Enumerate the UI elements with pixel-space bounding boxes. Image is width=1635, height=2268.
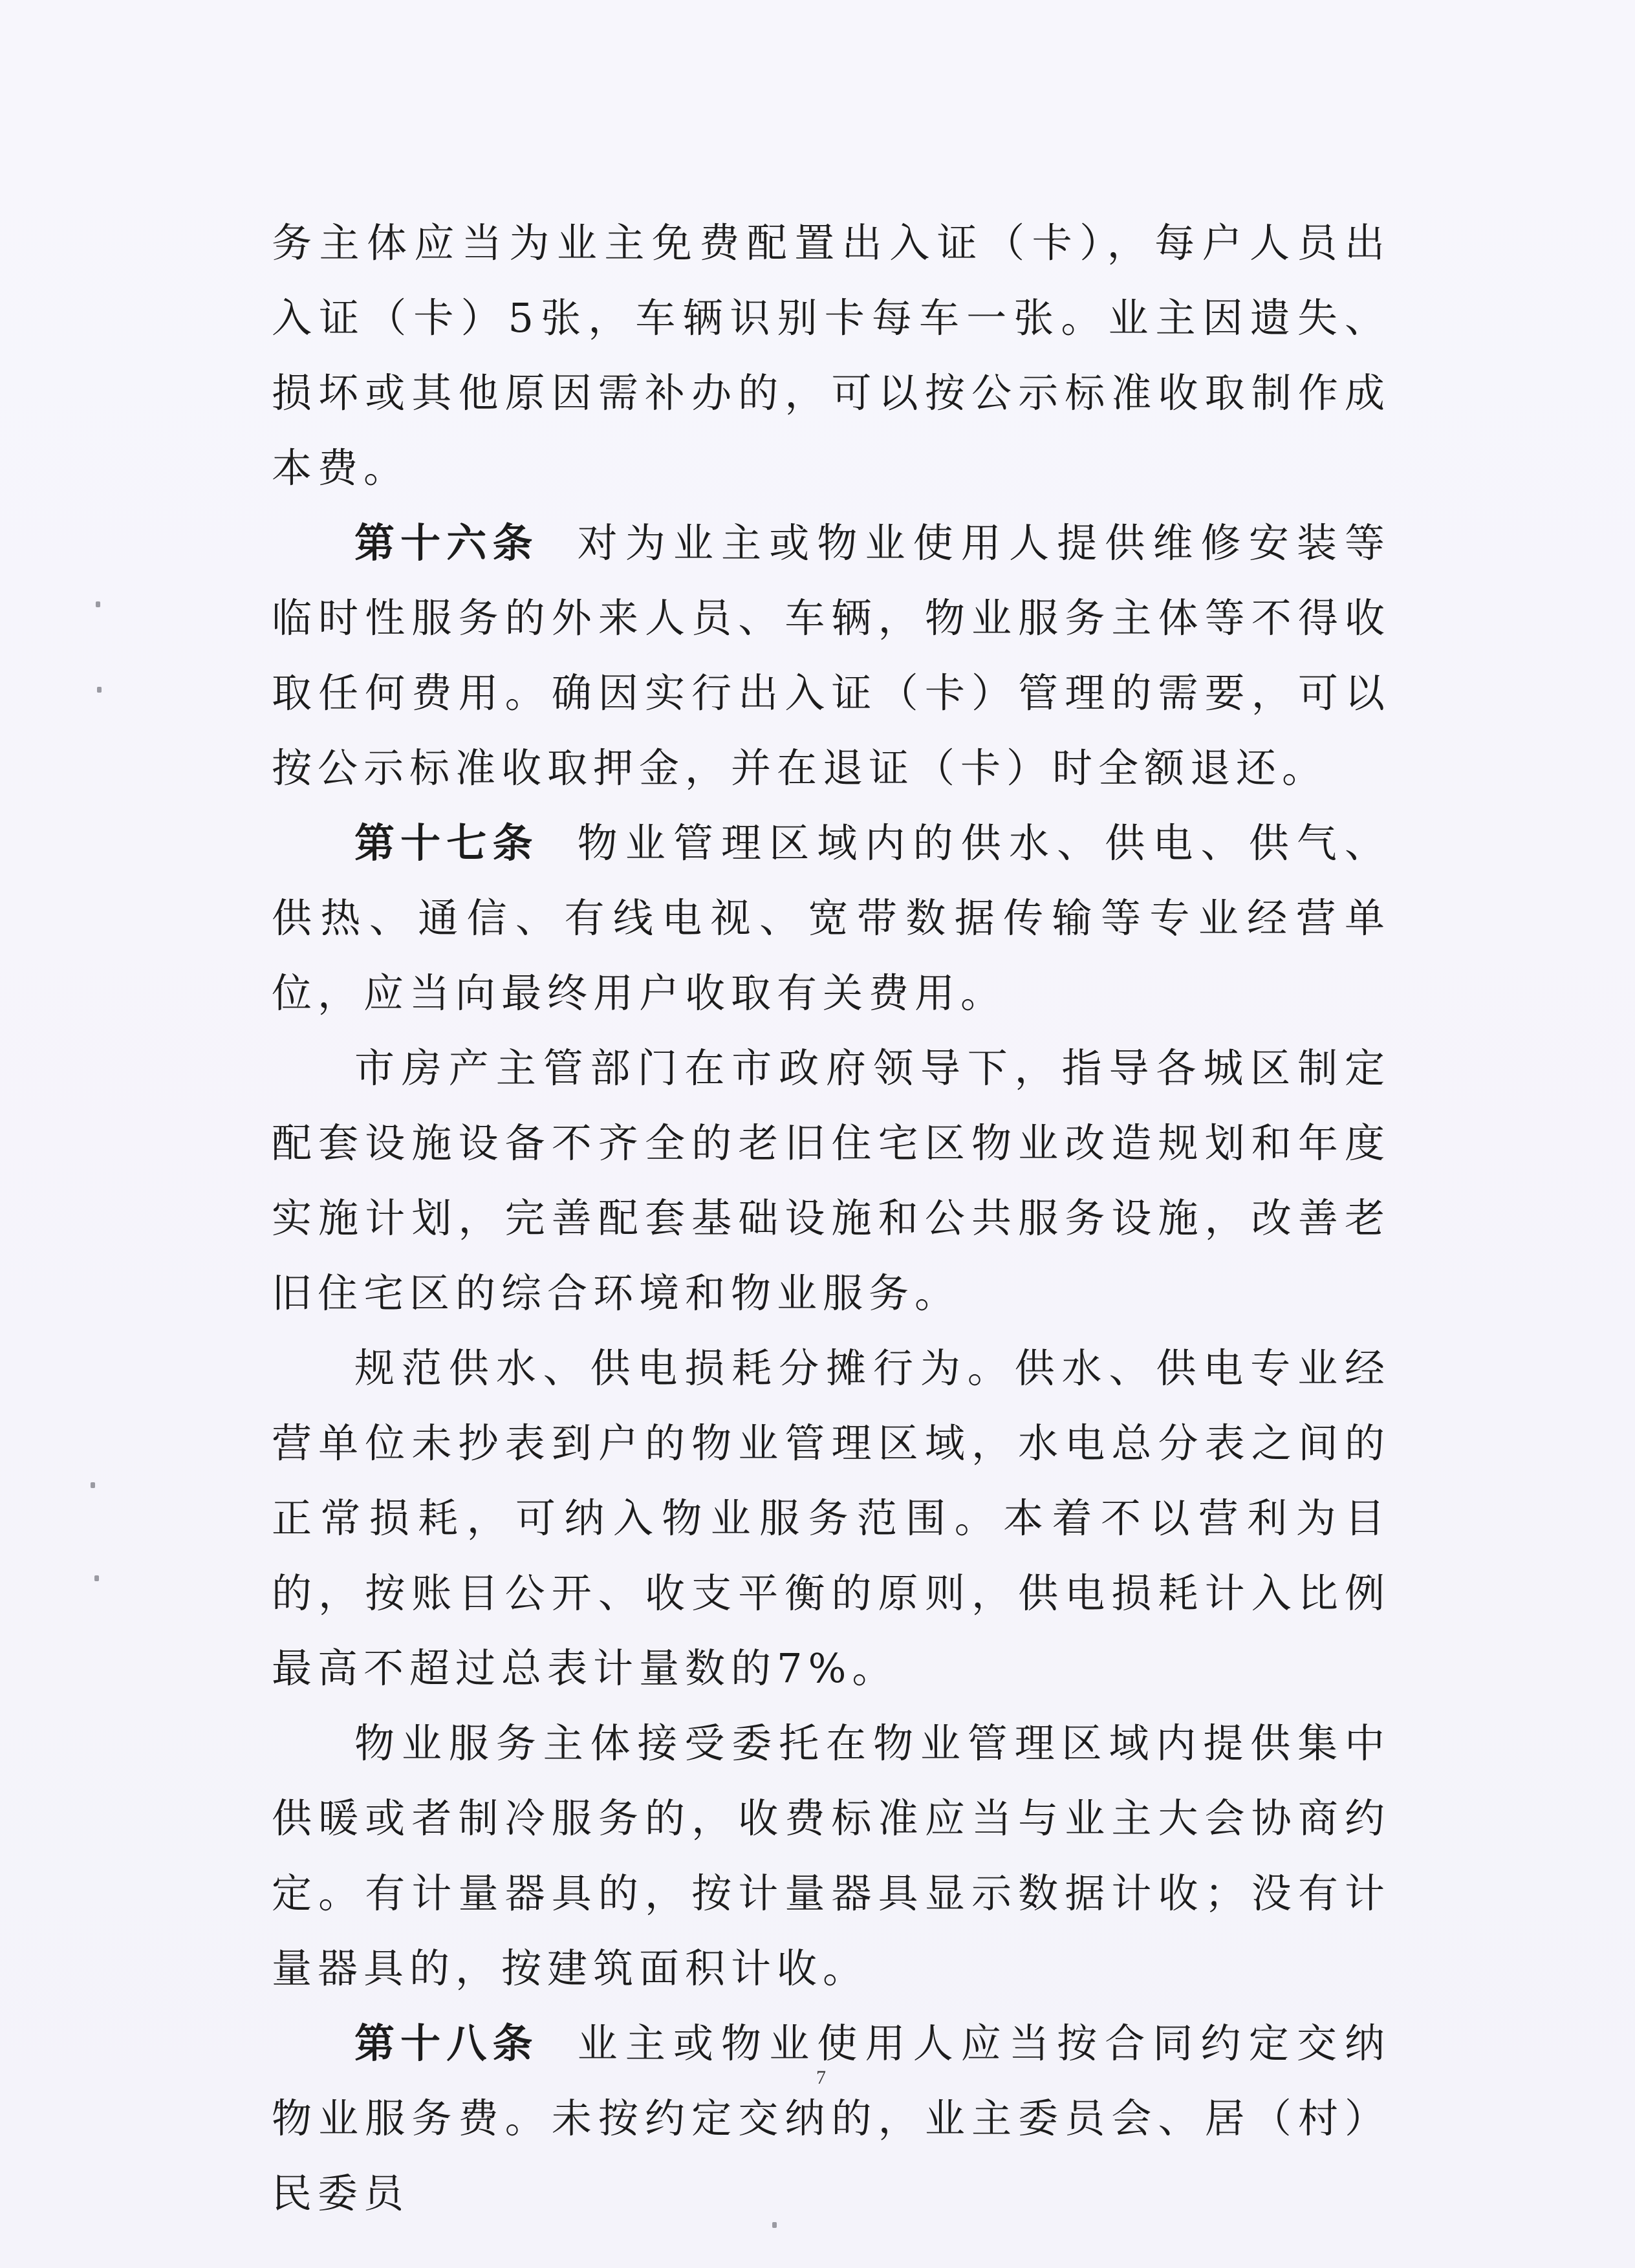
paragraph-text: 业主或物业使用人应当按合同约定交纳物业服务费。未按约定交纳的，业主委员会、居（村）民委员: [272, 2020, 1391, 2217]
paragraph-text: 务主体应当为业主免费配置出入证（卡），每户人员出入证（卡）5张，车辆识别卡每车一张。业主因遗失、损坏或其他原因需补办的，可以按公示标准收取制作成本费。: [272, 219, 1391, 491]
paragraph-text: 对为业主或物业使用人提供维修安装等临时性服务的外来人员、车辆，物业服务主体等不得收取任何费用。确因实行出入证（卡）管理的需要，可以按公示标准收取押金，并在退证（卡）时全额退还。: [272, 519, 1391, 792]
paragraph-heating-cooling: [272, 1706, 1391, 2006]
paragraph-text: 物业服务主体接受委托在物业管理区域内提供集中供暖或者制冷服务的，收费标准应当与业主大会协商约定。有计量器具的，按计量器具显示数据计收；没有计量器具的，按建筑面积计收。: [272, 1720, 1391, 1992]
paragraph-article-16: [272, 506, 1391, 806]
paragraph-article-17: [272, 806, 1391, 1031]
page-number: 7: [816, 2067, 826, 2088]
paragraph-text: 市房产主管部门在市政府领导下，指导各城区制定配套设施设备不齐全的老旧住宅区物业改造规划和年度实施计划，完善配套基础设施和公共服务设施，改善老旧住宅区的综合环境和物业服务。: [272, 1044, 1391, 1317]
paragraph-article-18: [272, 2006, 1391, 2231]
article-number: 第十八条: [354, 2020, 539, 2067]
scan-speck: [97, 687, 102, 693]
scan-speck: [96, 601, 100, 607]
article-number: 第十七条: [354, 819, 539, 867]
paragraph-utility-loss-sharing: [272, 1331, 1391, 1706]
article-number: 第十六条: [354, 519, 539, 567]
scan-speck: [772, 2222, 777, 2228]
scan-speck: [94, 1575, 99, 1581]
paragraph-continuation: [272, 206, 1391, 506]
paragraph-text: 规范供水、供电损耗分摊行为。供水、供电专业经营单位未抄表到户的物业管理区域，水电总分表之间的正常损耗，可纳入物业服务范围。本着不以营利为目的，按账目公开、收支平衡的原则，供电损耗计入比例最高不超过总表计量数的7%。: [272, 1345, 1391, 1692]
scan-speck: [91, 1482, 95, 1488]
paragraph-old-residential-renovation: [272, 1031, 1391, 1331]
paragraph-text: 物业管理区域内的供水、供电、供气、供热、通信、有线电视、宽带数据传输等专业经营单位，应当向最终用户收取有关费用。: [272, 819, 1391, 1017]
document-body: [272, 206, 1391, 2231]
